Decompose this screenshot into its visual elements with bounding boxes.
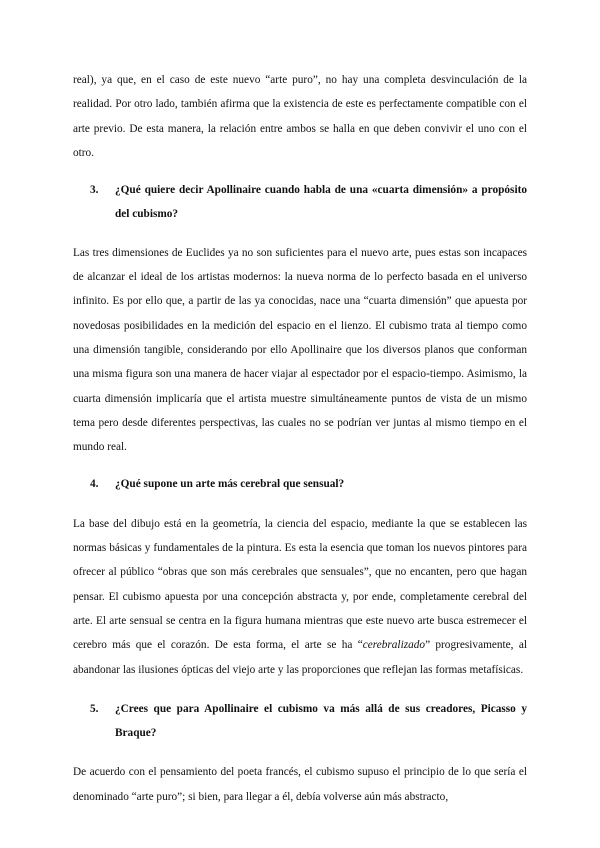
question-4-text: ¿Qué supone un arte más cerebral que sensual? [115,478,345,491]
question-4-number: 4. [90,478,99,491]
intro-paragraph: real), ya que, en el caso de este nuevo “arte puro”, no hay una completa desvinculación de la realidad. Por otro lado, también afirma que la existencia de este es perfectamente compatible con el arte previo. De esta manera, la relación entre ambos se halla en que deben convivir el uno con el otro. [73,74,527,159]
question-4-answer-italic: cerebralizado [362,639,426,652]
question-3-number: 3. [90,184,99,197]
question-5-answer: De acuerdo con el pensamiento del poeta francés, el cubismo supuso el principio de lo que sería el denominado “arte puro”; si bien, para llegar a él, debía volverse aún más abstracto, [73,766,527,803]
question-5-number: 5. [90,702,99,715]
question-4-answer-part1: La base del dibujo está en la geometría, la ciencia del espacio, mediante la que se establecen las normas básicas y fundamentales de la pintura. Es esta la esencia que toman los nuevos pintores para ofrecer al público “obras que son más cerebrales que sensuales”, que no encanten, pero que hagan pensar. El cubismo apuesta por una concepción abstracta y, por ende, completamente cerebral del arte. El arte sensual se centra en la figura humana mientras que este nuevo arte busca estremecer el cerebro más que el corazón. De esta forma, el arte se ha “ [73,517,527,652]
question-3-answer: Las tres dimensiones de Euclides ya no son suficientes para el nuevo arte, pues estas son incapaces de alcanzar el ideal de los artistas modernos: la nueva norma de lo perfecto basada en el universo infinito. Es por ello que, a partir de las ya conocidas, nace una “cuarta dimensión” que apuesta por novedosas posibilidades en la medición del espacio en el lienzo. El cubismo trata al tiempo como una dimensión tangible, considerando por ello Apollinaire que los diversos planos que conforman una misma figura son una manera de hacer viajar al espectador por el espacio-tiempo. Asimismo, la cuarta dimensión implicaría que el artista muestre simultáneamente puntos de vista de un mismo tema pero desde diferentes perspectivas, las cuales no se podrían ver juntas al mismo tiempo en el mundo real. [73,246,527,454]
question-4-answer [73,512,527,682]
question-4-heading [73,472,527,496]
question-3-text: ¿Qué quiere decir Apollinaire cuando habla de una «cuarta dimensión» a propósito del cubismo? [115,184,527,221]
question-5-text: ¿Crees que para Apollinaire el cubismo va más allá de sus creadores, Picasso y Braque? [115,702,527,740]
document-page [73,68,527,809]
question-3-heading [73,178,527,227]
question-4-answer-part2: ” progresivamente, al abandonar las ilusiones ópticas del viejo arte y las proporciones que reflejan las formas metafísicas. [73,639,527,676]
question-5-heading [73,697,527,746]
